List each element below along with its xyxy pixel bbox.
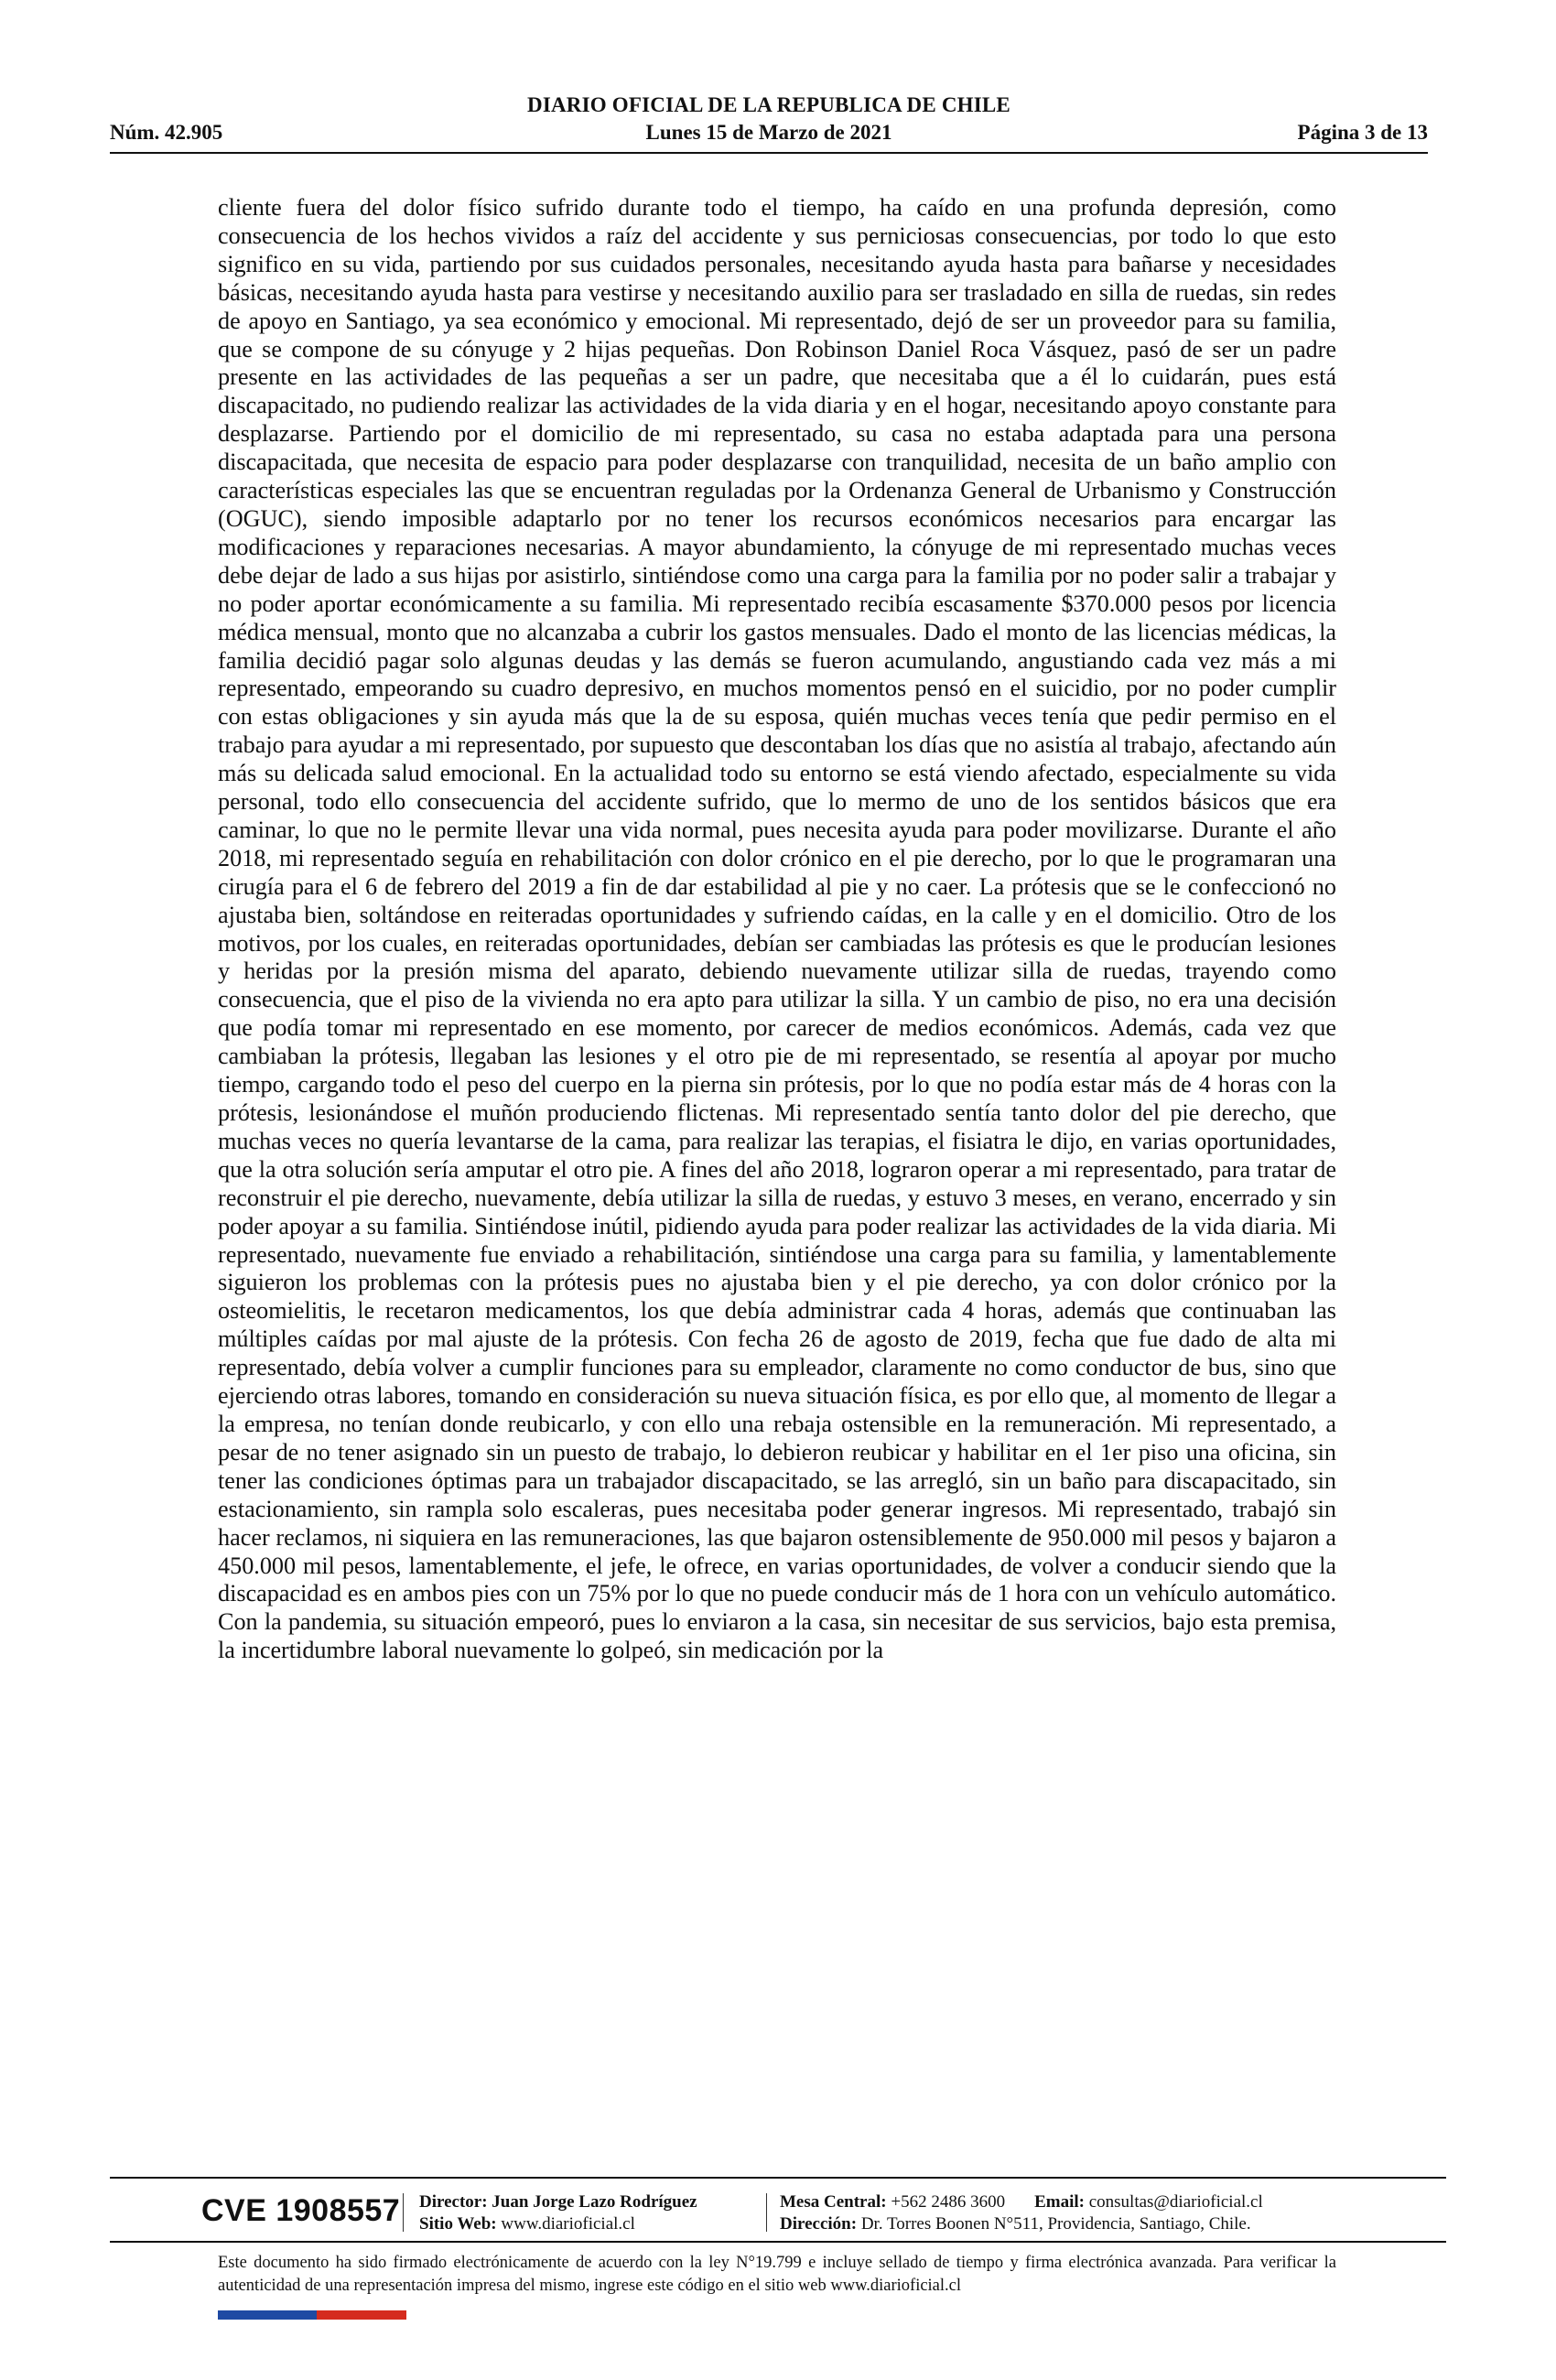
footer-separator (766, 2193, 767, 2232)
header-divider (110, 152, 1428, 154)
footer-divider-bottom (110, 2241, 1446, 2243)
footer-director-block (419, 2191, 697, 2235)
web-label: Sitio Web: (419, 2214, 497, 2234)
footer-separator (403, 2193, 404, 2232)
footer-divider-top (110, 2177, 1446, 2179)
address-value: Dr. Torres Boonen N°511, Providencia, Santiago, Chile. (860, 2214, 1251, 2234)
chile-flag-stripe (218, 2310, 406, 2320)
page-indicator: Página 3 de 13 (1297, 121, 1428, 144)
newspaper-title: DIARIO OFICIAL DE LA REPUBLICA DE CHILE (527, 93, 1010, 116)
footer-contact-block (780, 2191, 1347, 2235)
page-header (110, 92, 1428, 146)
issue-number: Núm. 42.905 (110, 121, 223, 144)
email-label: Email: (1034, 2192, 1085, 2212)
flag-blue-segment (218, 2310, 317, 2320)
phone-label: Mesa Central: (780, 2192, 887, 2212)
flag-red-segment (317, 2310, 406, 2320)
director-name: Juan Jorge Lazo Rodríguez (492, 2192, 697, 2212)
address-label: Dirección: (780, 2214, 858, 2234)
cve-code: CVE 1908557 (201, 2193, 401, 2228)
email-link[interactable]: consultas@diarioficial.cl (1088, 2192, 1263, 2212)
phone-value: +562 2486 3600 (891, 2192, 1006, 2212)
legal-notice: Este documento ha sido firmado electrónicamente de acuerdo con la ley N°19.799 e incluye sellado de tiempo y firma electrónica avanzada. Para verificar la autenticidad de una representación impresa del mismo, ingrese este código en el sitio web www.diarioficial.cl (218, 2254, 1336, 2295)
page-footer (201, 2182, 1345, 2248)
header-info-row (110, 119, 1428, 146)
body-paragraph: cliente fuera del dolor físico sufrido durante todo el tiempo, ha caído en una profunda depresión, como consecuencia de los hechos vividos a raíz del accidente y sus perniciosas consecuencias, por todo lo que esto significo en su vida, partiendo por sus cuidados personales, necesitando ayuda hasta para bañarse y necesidades básicas, necesitando ayuda hasta para vestirse y necesitando auxilio para ser trasladado en silla de ruedas, sin redes de apoyo en Santiago, ya sea económico y emocional. Mi representado, dejó de ser un proveedor para su familia, que se compone de su cónyuge y 2 hijas pequeñas. Don Robinson Daniel Roca Vásquez, pasó de ser un padre presente en las actividades de las pequeñas a ser un padre, que necesitaba que a él lo cuidarán, pues está discapacitado, no pudiendo realizar las actividades de la vida diaria y en el hogar, necesitando apoyo constante para desplazarse. Partiendo por el domicilio de mi representado, su casa no estaba adaptada para una persona discapacitada, que necesita de espacio para poder desplazarse con tranquilidad, necesita de un baño amplio con características especiales las que se encuentran reguladas por la Ordenanza General de Urbanismo y Construcción (OGUC), siendo imposible adaptarlo por no tener los recursos económicos necesarios para encargar las modificaciones y reparaciones necesarias. A mayor abundamiento, la cónyuge de mi representado muchas veces debe dejar de lado a sus hijas por asistirlo, sintiéndose como una carga para la familia por no poder salir a trabajar y no poder aportar económicamente a su familia. Mi representado recibía escasamente $370.000 pesos por licencia médica mensual, monto que no alcanzaba a cubrir los gastos mensuales. Dado el monto de las licencias médicas, la familia decidió pagar solo algunas deudas y las demás se fueron acumulando, angustiando cada vez más a mi representado, empeorando su cuadro depresivo, en muchos momentos pensó en el suicidio, por no poder cumplir con estas obligaciones y sin ayuda más que la de su esposa, quién muchas veces tenía que pedir permiso en el trabajo para ayudar a mi representado, por supuesto que descontaban los días que no asistía al trabajo, afectando aún más su delicada salud emocional. En la actualidad todo su entorno se está viendo afectado, especialmente su vida personal, todo ello consecuencia del accidente sufrido, que lo mermo de uno de los sentidos básicos que era caminar, lo que no le permite llevar una vida normal, pues necesita ayuda para poder movilizarse. Durante el año 2018, mi representado seguía en rehabilitación con dolor crónico en el pie derecho, por lo que le programaran una cirugía para el 6 de febrero del 2019 a fin de dar estabilidad al pie y no caer. La prótesis que se le confeccionó no ajustaba bien, soltándose en reiteradas oportunidades y sufriendo caídas, en la calle y en el domicilio. Otro de los motivos, por los cuales, en reiteradas oportunidades, debían ser cambiadas las prótesis es que le producían lesiones y heridas por la presión misma del aparato, debiendo nuevamente utilizar silla de ruedas, trayendo como consecuencia, que el piso de la vivienda no era apto para utilizar la silla. Y un cambio de piso, no era una decisión que podía tomar mi representado en ese momento, por carecer de medios económicos. Además, cada vez que cambiaban la prótesis, llegaban las lesiones y el otro pie de mi representado, se resentía al apoyar por mucho tiempo, cargando todo el peso del cuerpo en la pierna sin prótesis, por lo que no podía estar más de 4 horas con la prótesis, lesionándose el muñón produciendo flictenas. Mi representado sentía tanto dolor del pie derecho, que muchas veces no quería levantarse de la cama, para realizar las terapias, el fisiatra le dijo, en varias oportunidades, que la otra solución sería amputar el otro pie. A fines del año 2018, lograron operar a mi representado, para tratar de reconstruir el pie derecho, nuevamente, debía utilizar la silla de ruedas, y estuvo 3 meses, en verano, encerrado y sin poder apoyar a su familia. Sintiéndose inútil, pidiendo ayuda para poder realizar las actividades de la vida diaria. Mi representado, nuevamente fue enviado a rehabilitación, sintiéndose una carga para su familia, y lamentablemente siguieron los problemas con la prótesis pues no ajustaba bien y el pie derecho, ya con dolor crónico por la osteomielitis, le recetaron medicamentos, los que debía administrar cada 4 horas, además que continuaban las múltiples caídas por mal ajuste de la prótesis. Con fecha 26 de agosto de 2019, fecha que fue dado de alta mi representado, debía volver a cumplir funciones para su empleador, claramente no como conductor de bus, sino que ejerciendo otras labores, tomando en consideración su nueva situación física, es por ello que, al momento de llegar a la empresa, no tenían donde reubicarlo, y con ello una rebaja ostensible en la remuneración. Mi representado, a pesar de no tener asignado sin un puesto de trabajo, lo debieron reubicar y habilitar en el 1er piso una oficina, sin tener las condiciones óptimas para un trabajador discapacitado, se las arregló, sin un baño para discapacitado, sin estacionamiento, sin rampla solo escaleras, pues necesitaba poder generar ingresos. Mi representado, trabajó sin hacer reclamos, ni siquiera en las remuneraciones, las que bajaron ostensiblemente de 950.000 mil pesos y bajaron a 450.000 mil pesos, lamentablemente, el jefe, le ofrece, en varias oportunidades, de volver a conducir siendo que la discapacidad es en ambos pies con un 75% por lo que no puede conducir más de 1 hora con un vehículo automático. Con la pandemia, su situación empeoró, pues lo enviaron a la casa, sin necesitar de sus servicios, bajo esta premisa, la incertidumbre laboral nuevamente lo golpeó, sin medicación por la (218, 194, 1336, 1664)
director-label: Director: (419, 2192, 488, 2212)
issue-date: Lunes 15 de Marzo de 2021 (645, 121, 892, 144)
web-link[interactable]: www.diarioficial.cl (501, 2214, 635, 2234)
